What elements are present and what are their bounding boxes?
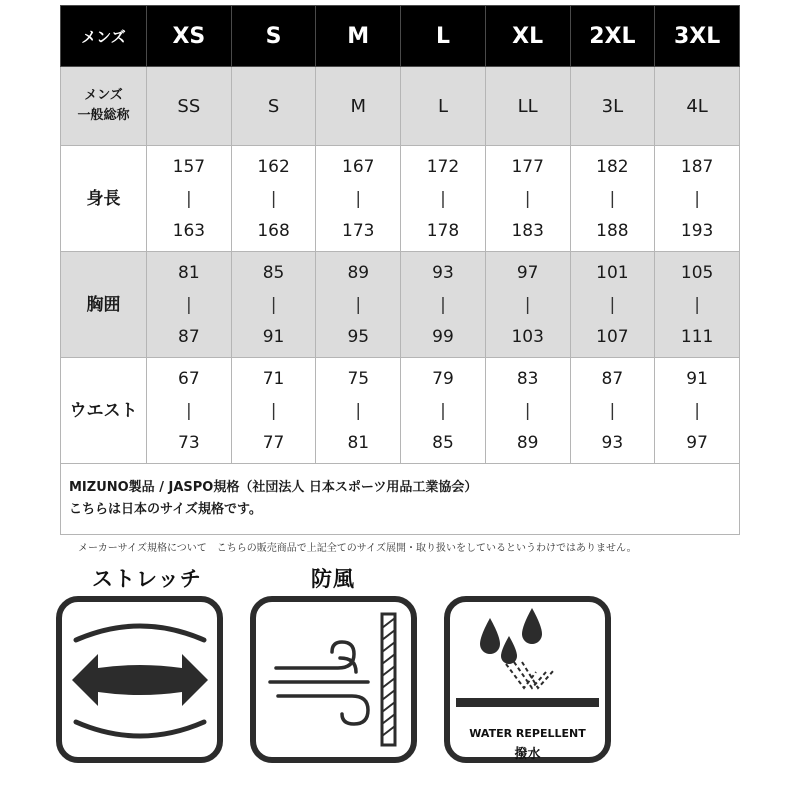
waist-range-s — [231, 358, 316, 464]
stretch-icon — [62, 602, 217, 757]
height-range-l — [401, 146, 486, 252]
height-range-m — [316, 146, 401, 252]
size-chart-table — [60, 5, 740, 535]
height-range-3xl — [655, 146, 740, 252]
range-max: 89 — [516, 432, 539, 453]
range-min: 105 — [680, 262, 714, 283]
range-max: 111 — [680, 326, 714, 347]
range-max: 188 — [596, 220, 629, 241]
waist-range-xl — [485, 358, 570, 464]
range-separator: | — [355, 400, 362, 421]
windproof-label: 防風 — [311, 567, 355, 591]
water-repellent-caption-jp: 撥水 — [514, 747, 541, 762]
water-repellent-caption-en: WATER REPELLENT — [469, 727, 586, 740]
range-separator: | — [440, 400, 446, 421]
size-header-3xl: 3XL — [655, 6, 740, 67]
general-size-s: S — [231, 67, 316, 146]
range-min: 79 — [432, 368, 454, 389]
range-min: 157 — [172, 156, 206, 177]
general-size-xs: SS — [147, 67, 232, 146]
range-max: 103 — [511, 326, 544, 347]
range-separator: | — [185, 294, 192, 315]
range-max: 81 — [347, 432, 370, 453]
standard-note-row — [61, 464, 740, 535]
range-separator: | — [694, 294, 700, 315]
range-min: 162 — [257, 156, 290, 177]
size-header-xs: XS — [147, 6, 232, 67]
height-range-xl — [485, 146, 570, 252]
chest-row — [61, 252, 740, 358]
general-size-row — [61, 67, 740, 146]
range-separator: | — [440, 188, 446, 209]
range-min: 187 — [680, 156, 714, 177]
size-header-row — [61, 6, 740, 67]
height-range-xs — [147, 146, 232, 252]
windproof-icon-box — [250, 596, 417, 763]
waist-range-l — [401, 358, 486, 464]
chest-range-l — [401, 252, 486, 358]
height-label: 身長 — [61, 146, 147, 252]
height-range-2xl — [570, 146, 655, 252]
range-min: 101 — [596, 262, 629, 283]
range-min: 177 — [511, 156, 544, 177]
range-max: 95 — [347, 326, 370, 347]
size-disclaimer-footnote: メーカーサイズ規格について こちらの販売商品で上記全てのサイズ展開・取り扱いをしているというわけではありません。 — [78, 543, 637, 554]
range-min: 89 — [347, 262, 370, 283]
range-min: 87 — [601, 368, 624, 389]
range-separator: | — [524, 188, 531, 209]
range-max: 77 — [262, 432, 285, 453]
range-min: 172 — [426, 156, 460, 177]
windproof-icon — [256, 602, 411, 757]
range-min: 67 — [178, 368, 200, 389]
range-min: 93 — [432, 262, 454, 283]
header-label: メンズ — [61, 6, 147, 67]
range-max: 178 — [426, 220, 460, 241]
size-header-2xl: 2XL — [570, 6, 655, 67]
size-header-s: S — [231, 6, 316, 67]
chest-range-m — [316, 252, 401, 358]
range-separator: | — [609, 400, 616, 421]
range-separator: | — [270, 294, 277, 315]
range-max: 99 — [432, 326, 454, 347]
range-separator: | — [355, 188, 362, 209]
size-header-xl: XL — [485, 6, 570, 67]
range-min: 81 — [178, 262, 200, 283]
range-separator: | — [524, 294, 531, 315]
range-max: 183 — [511, 220, 544, 241]
range-separator: | — [185, 400, 192, 421]
range-min: 75 — [347, 368, 370, 389]
range-separator: | — [355, 294, 362, 315]
range-min: 91 — [686, 368, 708, 389]
range-separator: | — [440, 294, 446, 315]
size-header-m: M — [316, 6, 401, 67]
waist-range-2xl — [570, 358, 655, 464]
general-size-2xl: 3L — [570, 67, 655, 146]
general-size-xl: LL — [485, 67, 570, 146]
chest-range-3xl — [655, 252, 740, 358]
chest-range-xs — [147, 252, 232, 358]
range-min: 97 — [516, 262, 539, 283]
chest-range-s — [231, 252, 316, 358]
chest-label: 胸囲 — [61, 252, 147, 358]
chest-range-xl — [485, 252, 570, 358]
range-separator: | — [270, 188, 277, 209]
range-min: 85 — [262, 262, 285, 283]
range-max: 87 — [178, 326, 200, 347]
note-line2: こちらは日本のサイズ規格です。 — [69, 502, 262, 517]
range-separator: | — [185, 188, 192, 209]
general-size-label — [61, 67, 147, 146]
stretch-icon-box — [56, 596, 223, 763]
range-separator: | — [609, 294, 616, 315]
standard-note — [61, 464, 740, 535]
note-line1: MIZUNO製品 / JASPO規格（社団法人 日本スポーツ用品工業協会） — [69, 480, 478, 495]
waist-range-3xl — [655, 358, 740, 464]
range-min: 71 — [262, 368, 285, 389]
stretch-label: ストレッチ — [92, 567, 202, 591]
general-size-m: M — [316, 67, 401, 146]
range-max: 107 — [596, 326, 629, 347]
general-size-l: L — [401, 67, 486, 146]
chest-range-2xl — [570, 252, 655, 358]
range-max: 85 — [432, 432, 454, 453]
range-max: 73 — [178, 432, 200, 453]
range-max: 91 — [262, 326, 285, 347]
range-separator: | — [694, 400, 700, 421]
general-label-line1: メンズ — [84, 88, 123, 103]
range-max: 97 — [686, 432, 708, 453]
range-min: 167 — [342, 156, 375, 177]
range-separator: | — [609, 188, 616, 209]
range-max: 193 — [680, 220, 714, 241]
range-max: 168 — [257, 220, 290, 241]
size-header-l: L — [401, 6, 486, 67]
waist-range-xs — [147, 358, 232, 464]
waist-range-m — [316, 358, 401, 464]
general-size-3xl: 4L — [655, 67, 740, 146]
water-repellent-icon-box — [444, 596, 611, 763]
range-separator: | — [694, 188, 700, 209]
range-max: 93 — [601, 432, 624, 453]
range-min: 83 — [516, 368, 539, 389]
general-label-line2: 一般総称 — [77, 108, 130, 123]
range-separator: | — [524, 400, 531, 421]
range-max: 163 — [172, 220, 206, 241]
range-min: 182 — [596, 156, 629, 177]
range-separator: | — [270, 400, 277, 421]
height-range-s — [231, 146, 316, 252]
waist-row — [61, 358, 740, 464]
height-row — [61, 146, 740, 252]
range-max: 173 — [342, 220, 375, 241]
waist-label: ウエスト — [61, 358, 147, 464]
